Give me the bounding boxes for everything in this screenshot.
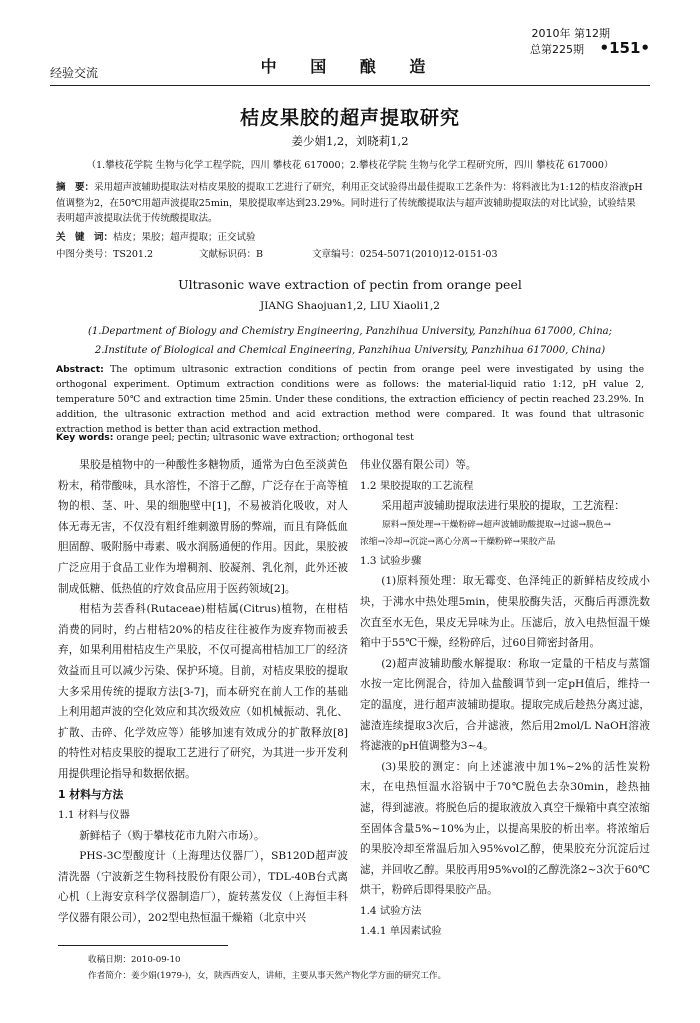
paragraph: (1)原料预处理：取无霉变、色泽纯正的新鲜桔皮绞成小块，于沸水中热处理5min，使果胶酶失活，灭酶后再漂洗数次直至水无色，果皮无异味为止。压滤后，放入电热恒温干燥箱中于55℃干燥，经粉碎后，过60目筛密封备用。 xyxy=(360,575,650,650)
paragraph: 果胶是植物中的一种酸性多糖物质，通常为白色至淡黄色粉末，稍带酸味，具水溶性，不溶于乙醇，广泛存在于高等植物的根、茎、叶、果的细胞壁中[1]，不易被消化吸收，对人体无毒无害，不仅没有粗纤维刺激胃肠的弊端，而且有降低血胆固醇、吸附肠中毒素、吸水润肠通便的作用。因此，果胶被广泛应用于食品工业作为增稠剂、胶凝剂、乳化剂，此外还被制成低糖、低热值的疗效食品应用于医药领域[2]。 xyxy=(58,459,348,595)
abstract-cn xyxy=(56,180,644,227)
abstract-en-text: The optimum ultrasonic extraction conditions of pectin from orange peel were investigated by using the orthogonal experiment. Optimum extraction conditions were as follows: the material-liquid ratio 1:12, pH value 2, temperature 50℃ and extraction time 25min. Under these conditions, the extraction efficiency of pectin reached 23.29%. In addition, the ultrasonic extraction method and acid extraction method were compared. It was found that ultrasonic extraction method is better than acid extraction method. xyxy=(56,364,645,435)
keywords-cn xyxy=(56,229,644,243)
running-header xyxy=(50,26,650,78)
article-title-en: Ultrasonic wave extraction of pectin from orange peel xyxy=(178,277,522,292)
paragraph: 伟业仪器有限公司）等。 xyxy=(360,459,477,471)
keywords-cn-text: 桔皮；果胶；超声提取；正交试验 xyxy=(113,232,256,243)
received-date: 收稿日期：2010-09-10 xyxy=(88,955,181,965)
paragraph: 新鲜桔子（购于攀枝花市九附六市场）。 xyxy=(79,829,265,842)
article-title-cn: 桔皮果胶的超声提取研究 xyxy=(239,107,460,129)
subsection-heading: 1.2 果胶提取的工艺流程 xyxy=(360,479,474,492)
affiliation-cn: （1.攀枝花学院 生物与化学工程学院，四川 攀枝花 617000；2.攀枝花学院 生物与化学工程研究所，四川 攀枝花 617000） xyxy=(86,160,614,171)
keywords-en xyxy=(56,432,644,443)
section-heading: 1 材料与方法 xyxy=(58,787,124,801)
keywords-en-text: orange peel; pectin; ultrasonic wave extraction; orthogonal test xyxy=(116,432,414,443)
issue-info xyxy=(530,26,650,57)
page-number: •151• xyxy=(599,39,650,57)
year-issue: 2010年 第12期 xyxy=(531,27,610,40)
subsection-heading: 1.1 材料与仪器 xyxy=(58,809,130,822)
authors-cn: 姜少娟1,2，刘晓莉1,2 xyxy=(291,134,409,148)
process-flow-line: 原料→预处理→干燥粉碎→超声波辅助酸提取→过滤→脱色→ xyxy=(382,519,611,530)
authors-en: JIANG Shaojuan1,2, LIU Xiaoli1,2 xyxy=(260,300,440,312)
affiliation-en-line: (1.Department of Biology and Chemistry Engineering, Panzhihua University, Panzhihua 617000, China; xyxy=(88,326,612,337)
header-rule xyxy=(50,85,650,86)
abstract-en-label: Abstract: xyxy=(56,364,104,375)
process-flow-line: 浓缩→冷却→沉淀→离心分离→干燥粉碎→果胶产品 xyxy=(360,536,556,547)
article-number: 文章编号：0254-5071(2010)12-0151-03 xyxy=(312,249,498,260)
classification-line xyxy=(56,246,644,260)
subsection-heading: 1.3 试验步骤 xyxy=(360,554,422,567)
total-issue-line xyxy=(530,41,650,57)
paragraph: PHS-3C型酸度计（上海理达仪器厂），SB120D超声波清洗器（宁波新芝生物科技股份有限公司），TDL-40B台式离心机（上海安京科学仪器制造厂），旋转蒸发仪（上海恒丰科学仪器有限公司），202型电热恒温干燥箱（北京中兴 xyxy=(58,850,348,925)
paragraph: 柑桔为芸香科(Rutaceae)柑桔属(Citrus)植物，在柑桔消费的同时，约占柑桔20%的桔皮往往被作为废弃物而被丢弃，如果利用柑桔皮生产果胶，不仅可提高柑桔加工厂的经济效益而且可以减少污染、保护环境。目前，对桔皮果胶的提取大多采用传统的提取方法[3-7]，而本研究在前人工作的基础上利用超声波的空化效应和其次级效应（如机械振动、乳化、扩散、击碎、化学效应等）能够加速有效成分的扩散释放[8]的特性对桔皮果胶的提取工艺进行了研究，为其进一步开发利用提供理论指导和数据依据。 xyxy=(58,603,348,780)
paragraph: (3)果胶的测定：向上述滤液中加1%~2%的活性炭粉末，在电热恒温水浴锅中于70℃脱色去杂30min，趁热抽滤，得到滤液。将脱色后的提取液放入真空干燥箱中真空浓缩至固体含量5%~10%为止，以提高果胶的析出率。将浓缩后的果胶冷却至常温后加入95%vol乙醇，使果胶充分沉淀后过滤，并回收乙醇。果胶再用95%vol的乙醇洗涤2~3次于60℃烘干，粉碎后即得果胶产品。 xyxy=(360,760,650,897)
keywords-en-label: Key words: xyxy=(56,432,114,443)
body-column-left xyxy=(58,455,348,929)
affiliation-en-line: 2.Institute of Biological and Chemical Engineering, Panzhihua University, Panzhihua 617000, China) xyxy=(94,345,606,356)
author-bio: 作者简介：姜少娟(1979-)，女，陕西西安人，讲师，主要从事天然产物化学方面的研究工作。 xyxy=(88,971,447,981)
document-code: 文献标识码：B xyxy=(199,249,264,260)
journal-name: 中 国 酿 造 xyxy=(260,57,440,76)
affiliation-en xyxy=(0,322,700,360)
abstract-en xyxy=(56,362,644,437)
abstract-cn-label: 摘 要： xyxy=(56,182,95,193)
subsection-heading: 1.4 试验方法 xyxy=(360,904,422,917)
section-label: 经验交流 xyxy=(50,66,99,80)
footnote xyxy=(88,952,446,984)
paragraph: (2)超声波辅助酸水解提取：称取一定量的干桔皮与蒸馏水按一定比例混合，待加入盐酸调节到一定pH值后，维持一定的温度，进行超声波辅助提取。提取完成后趁热分离过滤，滤渣连续提取3次后，合并滤液，然后用2mol/L NaOH溶液将滤液的pH值调整为3~4。 xyxy=(360,657,650,753)
footnote-rule xyxy=(58,945,228,946)
paragraph: 采用超声波辅助提取法进行果胶的提取，工艺流程： xyxy=(381,500,625,513)
subsubsection-heading: 1.4.1 单因素试验 xyxy=(360,925,442,938)
total-issue: 总第225期 xyxy=(530,43,584,56)
clc-number: 中图分类号：TS201.2 xyxy=(56,249,154,260)
abstract-cn-text: 采用超声波辅助提取法对桔皮果胶的提取工艺进行了研究，利用正交试验得出最佳提取工艺条件为：将料液比为1:12的桔皮浴液pH值调整为2，在50℃用超声波提取25min，果胶提取率达到23.29%。同时进行了传统酸提取法与超声波辅助提取法的对比试验，试验结果表明超声波提取法优于传统酸提取法。 xyxy=(56,182,643,224)
body-column-right xyxy=(360,455,650,942)
keywords-cn-label: 关 键 词： xyxy=(56,232,114,243)
